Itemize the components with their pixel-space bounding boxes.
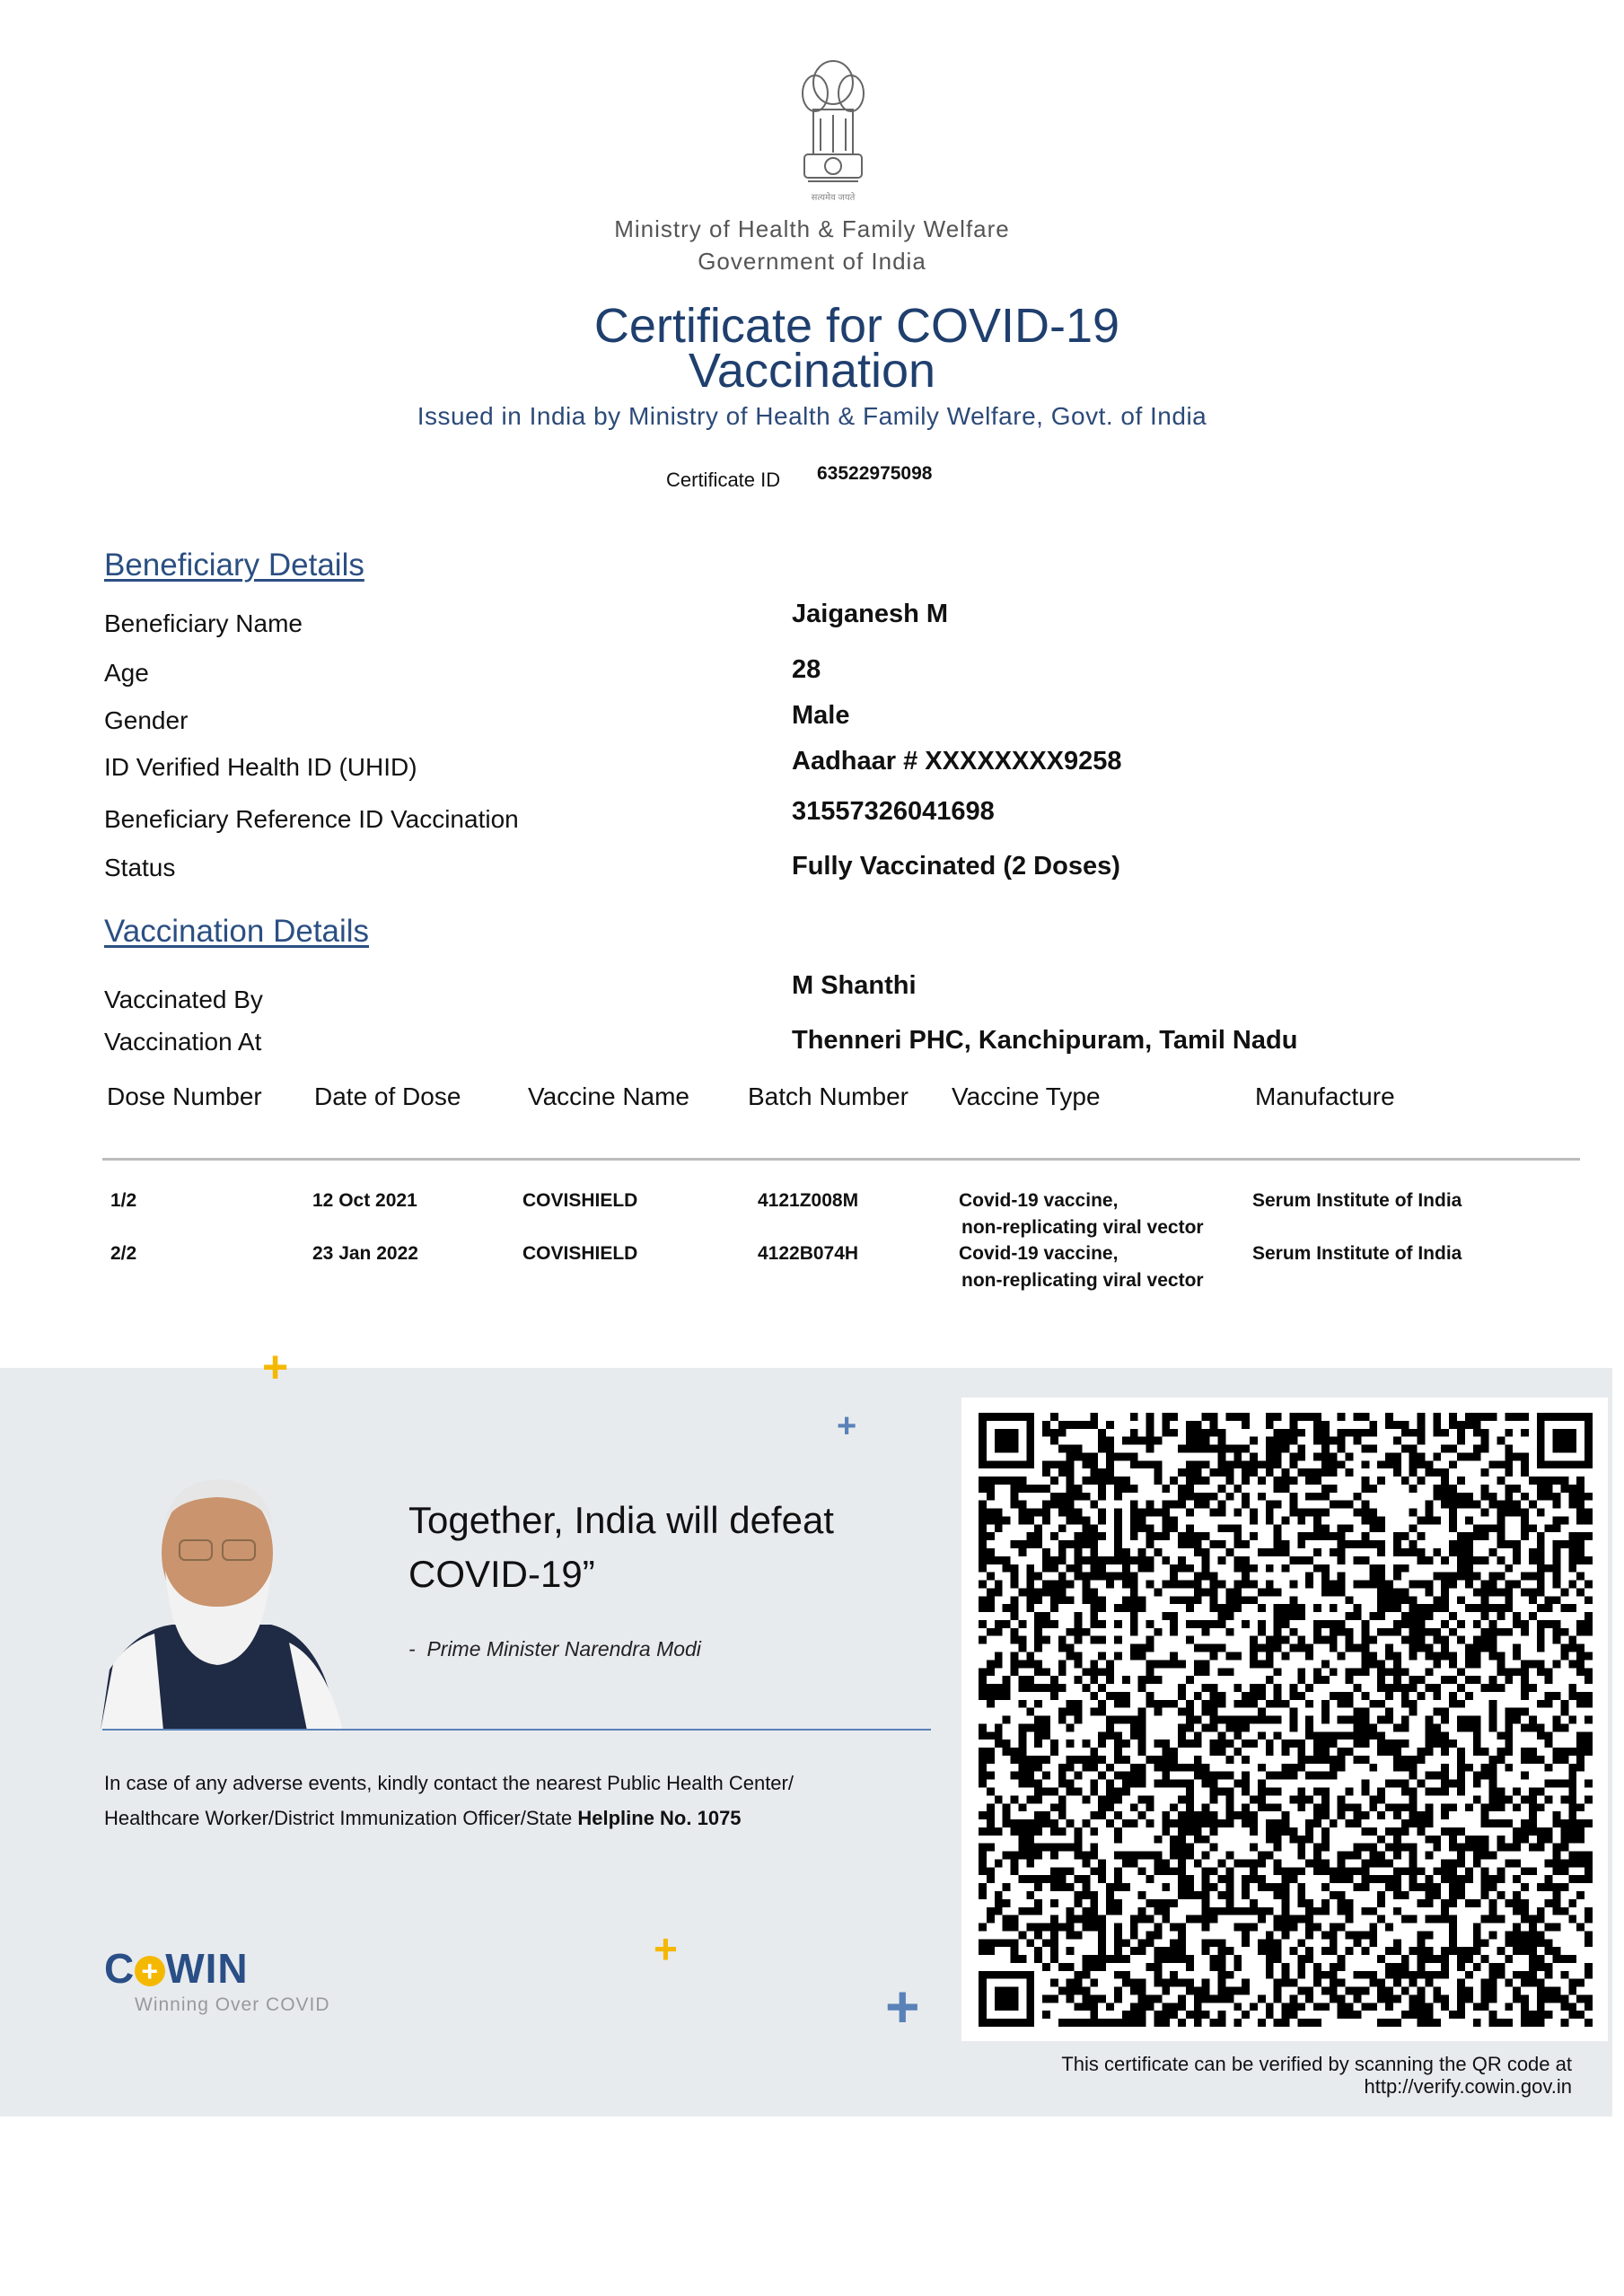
certificate-title-line2: Vaccination	[688, 344, 936, 398]
vaccinated-at-value: Thenneri PHC, Kanchipuram, Tamil Nadu	[792, 1026, 1298, 1055]
vaccine-type-line2: non-replicating viral vector	[961, 1217, 1204, 1238]
vaccinated-by-value: M Shanthi	[792, 971, 917, 1000]
vaccinated-by-label: Vaccinated By	[104, 986, 263, 1013]
status-value: Fully Vaccinated (2 Doses)	[792, 852, 1120, 881]
emblem-motto: सत्यमेव जयते	[811, 193, 856, 203]
cowin-tagline: Winning Over COVID	[135, 1994, 330, 2015]
verification-qr-code	[979, 1413, 1593, 2027]
quote-divider	[102, 1729, 931, 1731]
status-label: Status	[104, 854, 176, 881]
verify-url: http://verify.cowin.gov.in	[1364, 2075, 1572, 2098]
vaccine-type-line1: Covid-19 vaccine,	[959, 1243, 1119, 1264]
vaccine-type-line1: Covid-19 vaccine,	[959, 1190, 1119, 1211]
vaccinated-at-label: Vaccination At	[104, 1028, 262, 1056]
qr-modules	[979, 1413, 1593, 2027]
column-header-vaccine-type: Vaccine Type	[952, 1082, 1101, 1110]
vaccine-name: COVISHIELD	[522, 1190, 638, 1211]
adverse-events-text: Healthcare Worker/District Immunization Officer/State	[104, 1807, 578, 1829]
issued-by: Issued in India by Ministry of Health & Family Welfare, Govt. of India	[417, 402, 1207, 430]
yellow-plus-icon: +	[654, 1925, 678, 1972]
certificate-title-line1: Certificate for COVID-19	[593, 299, 1120, 353]
vaccine-type	[959, 1187, 1204, 1241]
ministry-name: Ministry of Health & Family Welfare	[614, 215, 1010, 242]
dose-date: 12 Oct 2021	[312, 1190, 417, 1211]
cowin-logo-win: WIN	[165, 1945, 249, 1992]
dose-number: 1/2	[110, 1190, 137, 1211]
vaccine-type-line2: non-replicating viral vector	[961, 1270, 1204, 1291]
uhid-label: ID Verified Health ID (UHID)	[104, 753, 417, 781]
gender-value: Male	[792, 701, 850, 730]
blue-plus-icon: +	[885, 1973, 920, 2039]
reference-id-value: 31557326041698	[792, 797, 995, 826]
cowin-logo-c: C	[104, 1945, 136, 1992]
beneficiary-details-heading: Beneficiary Details	[104, 548, 364, 583]
uhid-value: Aadhaar # XXXXXXXX9258	[792, 747, 1122, 776]
quote-attribution: - Prime Minister Narendra Modi	[408, 1637, 701, 1661]
manufacturer: Serum Institute of India	[1252, 1243, 1462, 1264]
certificate-id-label: Certificate ID	[666, 469, 781, 491]
government-name: Government of India	[698, 248, 926, 275]
vaccination-details-heading: Vaccination Details	[104, 914, 370, 949]
quote-line1: Together, India will defeat	[408, 1499, 834, 1541]
reference-id-label: Beneficiary Reference ID Vaccination	[104, 805, 519, 833]
prime-minister-photo	[101, 1472, 388, 1731]
national-emblem-icon	[788, 56, 878, 199]
dose-number: 2/2	[110, 1243, 137, 1264]
manufacturer: Serum Institute of India	[1252, 1190, 1462, 1211]
table-divider	[102, 1158, 1580, 1161]
column-header-manufacturer: Manufacture	[1255, 1082, 1395, 1110]
vaccine-type	[959, 1240, 1204, 1294]
certificate-id: 63522975098	[817, 463, 933, 484]
quote-line2: COVID-19”	[408, 1553, 595, 1595]
batch-number: 4122B074H	[758, 1243, 859, 1264]
beneficiary-name-label: Beneficiary Name	[104, 609, 303, 637]
verify-line1: This certificate can be verified by scanning the QR code at	[1061, 2053, 1572, 2075]
batch-number: 4121Z008M	[758, 1190, 859, 1211]
helpline-number: Helpline No. 1075	[577, 1807, 742, 1829]
column-header-batch: Batch Number	[748, 1082, 909, 1110]
adverse-events-line2	[104, 1807, 742, 1830]
adverse-events-line1: In case of any adverse events, kindly contact the nearest Public Health Center/	[104, 1772, 794, 1794]
yellow-plus-icon: +	[262, 1342, 289, 1392]
dose-date: 23 Jan 2022	[312, 1243, 418, 1264]
beneficiary-name-value: Jaiganesh M	[792, 600, 949, 628]
age-label: Age	[104, 659, 149, 687]
vaccine-name: COVISHIELD	[522, 1243, 638, 1264]
gender-label: Gender	[104, 706, 189, 734]
column-header-vaccine-name: Vaccine Name	[528, 1082, 690, 1110]
plus-circle-icon: +	[135, 1956, 165, 1986]
column-header-dose-number: Dose Number	[107, 1082, 262, 1110]
age-value: 28	[792, 655, 821, 684]
blue-plus-icon: +	[837, 1407, 857, 1445]
cowin-logo	[104, 1944, 249, 1993]
column-header-date: Date of Dose	[314, 1082, 461, 1110]
